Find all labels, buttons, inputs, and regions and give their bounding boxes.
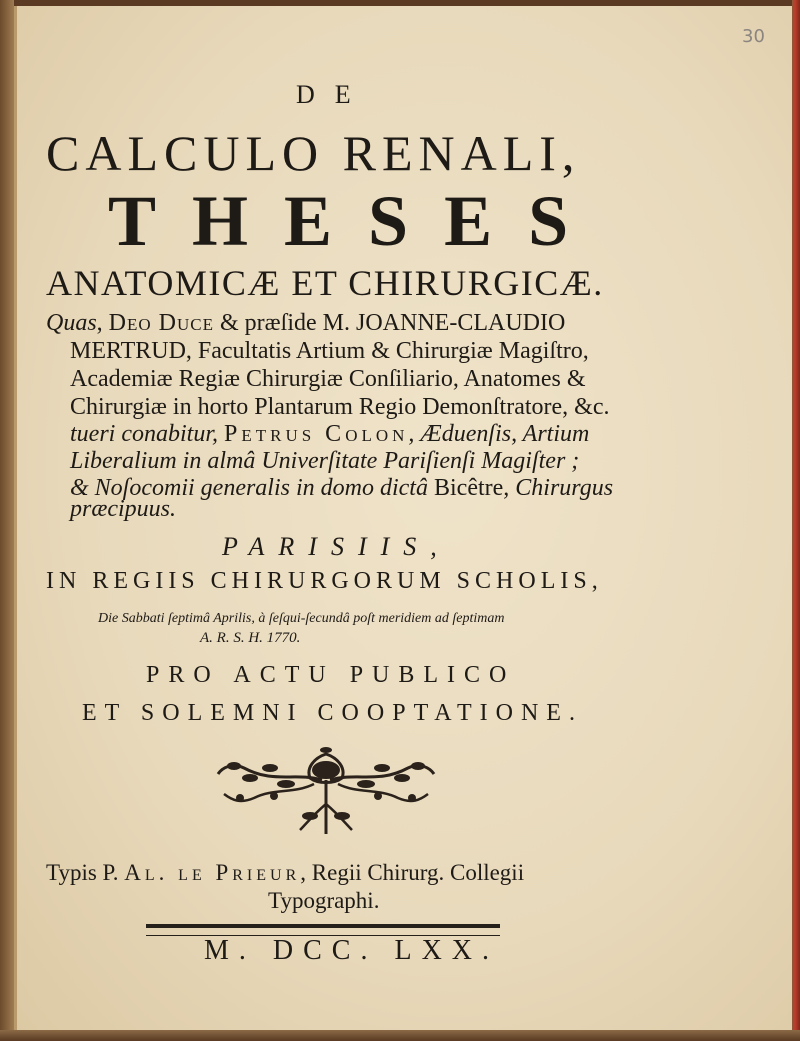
imprint-line-2: Typographi. [268,888,380,913]
page-bottom-edge [0,1030,800,1041]
title-subtitle: ANATOMICÆ ET CHIRURGICÆ. [46,263,604,303]
body-line-2: MERTRUD, Facultatis Artium & Chirurgiæ Magiſtro, [70,338,589,364]
imprint-line-1 [46,860,524,886]
title-calculo-renali: CALCULO RENALI, [46,125,581,181]
body-chirurgus: , Chirurgus [503,475,614,501]
imprint-printer-name: Al. le Prieur [124,860,301,885]
body-praeside: & præſide M. JOANNE-CLAUDIO [214,310,566,336]
body-tueri: tueri conabitur, [70,421,224,447]
title-de: DE [296,80,371,109]
imprint-regii: , Regii Chirurg. Collegii [300,860,525,885]
body-comma: , [96,310,109,336]
pro-actu-publico: PRO ACTU PUBLICO [146,662,516,688]
imprint-year: M. DCC. LXX. [204,935,500,966]
body-quas: Quas [46,310,97,336]
floral-vignette-icon [214,744,438,838]
place-parisiis: PARISIIS, [222,532,451,561]
imprint-typis: Typis P. [46,860,125,885]
body-author-name: Petrus Colon [224,421,409,447]
place-regiis-scholis: IN REGIIS CHIRURGORUM SCHOLIS, [46,568,603,594]
title-theses: THESES [108,181,605,261]
body-line-5 [70,421,589,448]
date-line-2: A. R. S. H. 1770. [200,630,301,646]
body-line-1 [46,310,565,337]
body-line-4: Chirurgiæ in horto Plantarum Regio Demonſtratore, &c. [70,394,610,420]
page-binding-edge [0,0,14,1041]
solemni-cooptatione: ET SOLEMNI COOPTATIONE. [82,700,583,726]
body-line-8: præcipuus. [70,496,177,522]
body-aeduensis: , Æduenſis, Artium [408,421,590,447]
body-line-6: Liberalium in almâ Univerſitate Pariſienſi Magiſter ; [70,448,580,474]
page-right-edge [792,0,800,1041]
date-line-1: Die Sabbati ſeptimâ Aprilis, à ſeſqui-ſecundâ poſt meridiem ad ſeptimam [98,611,505,626]
body-deo-duce: Deo Duce [108,310,214,336]
pencil-page-number: 30 [742,26,765,47]
body-line-3: Academiæ Regiæ Chirurgiæ Conſiliario, Anatomes & [70,366,586,392]
body-bicetre: Bicêtre [433,475,504,501]
body-nosocomii: & Noſocomii generalis in domo dictâ [70,475,434,501]
